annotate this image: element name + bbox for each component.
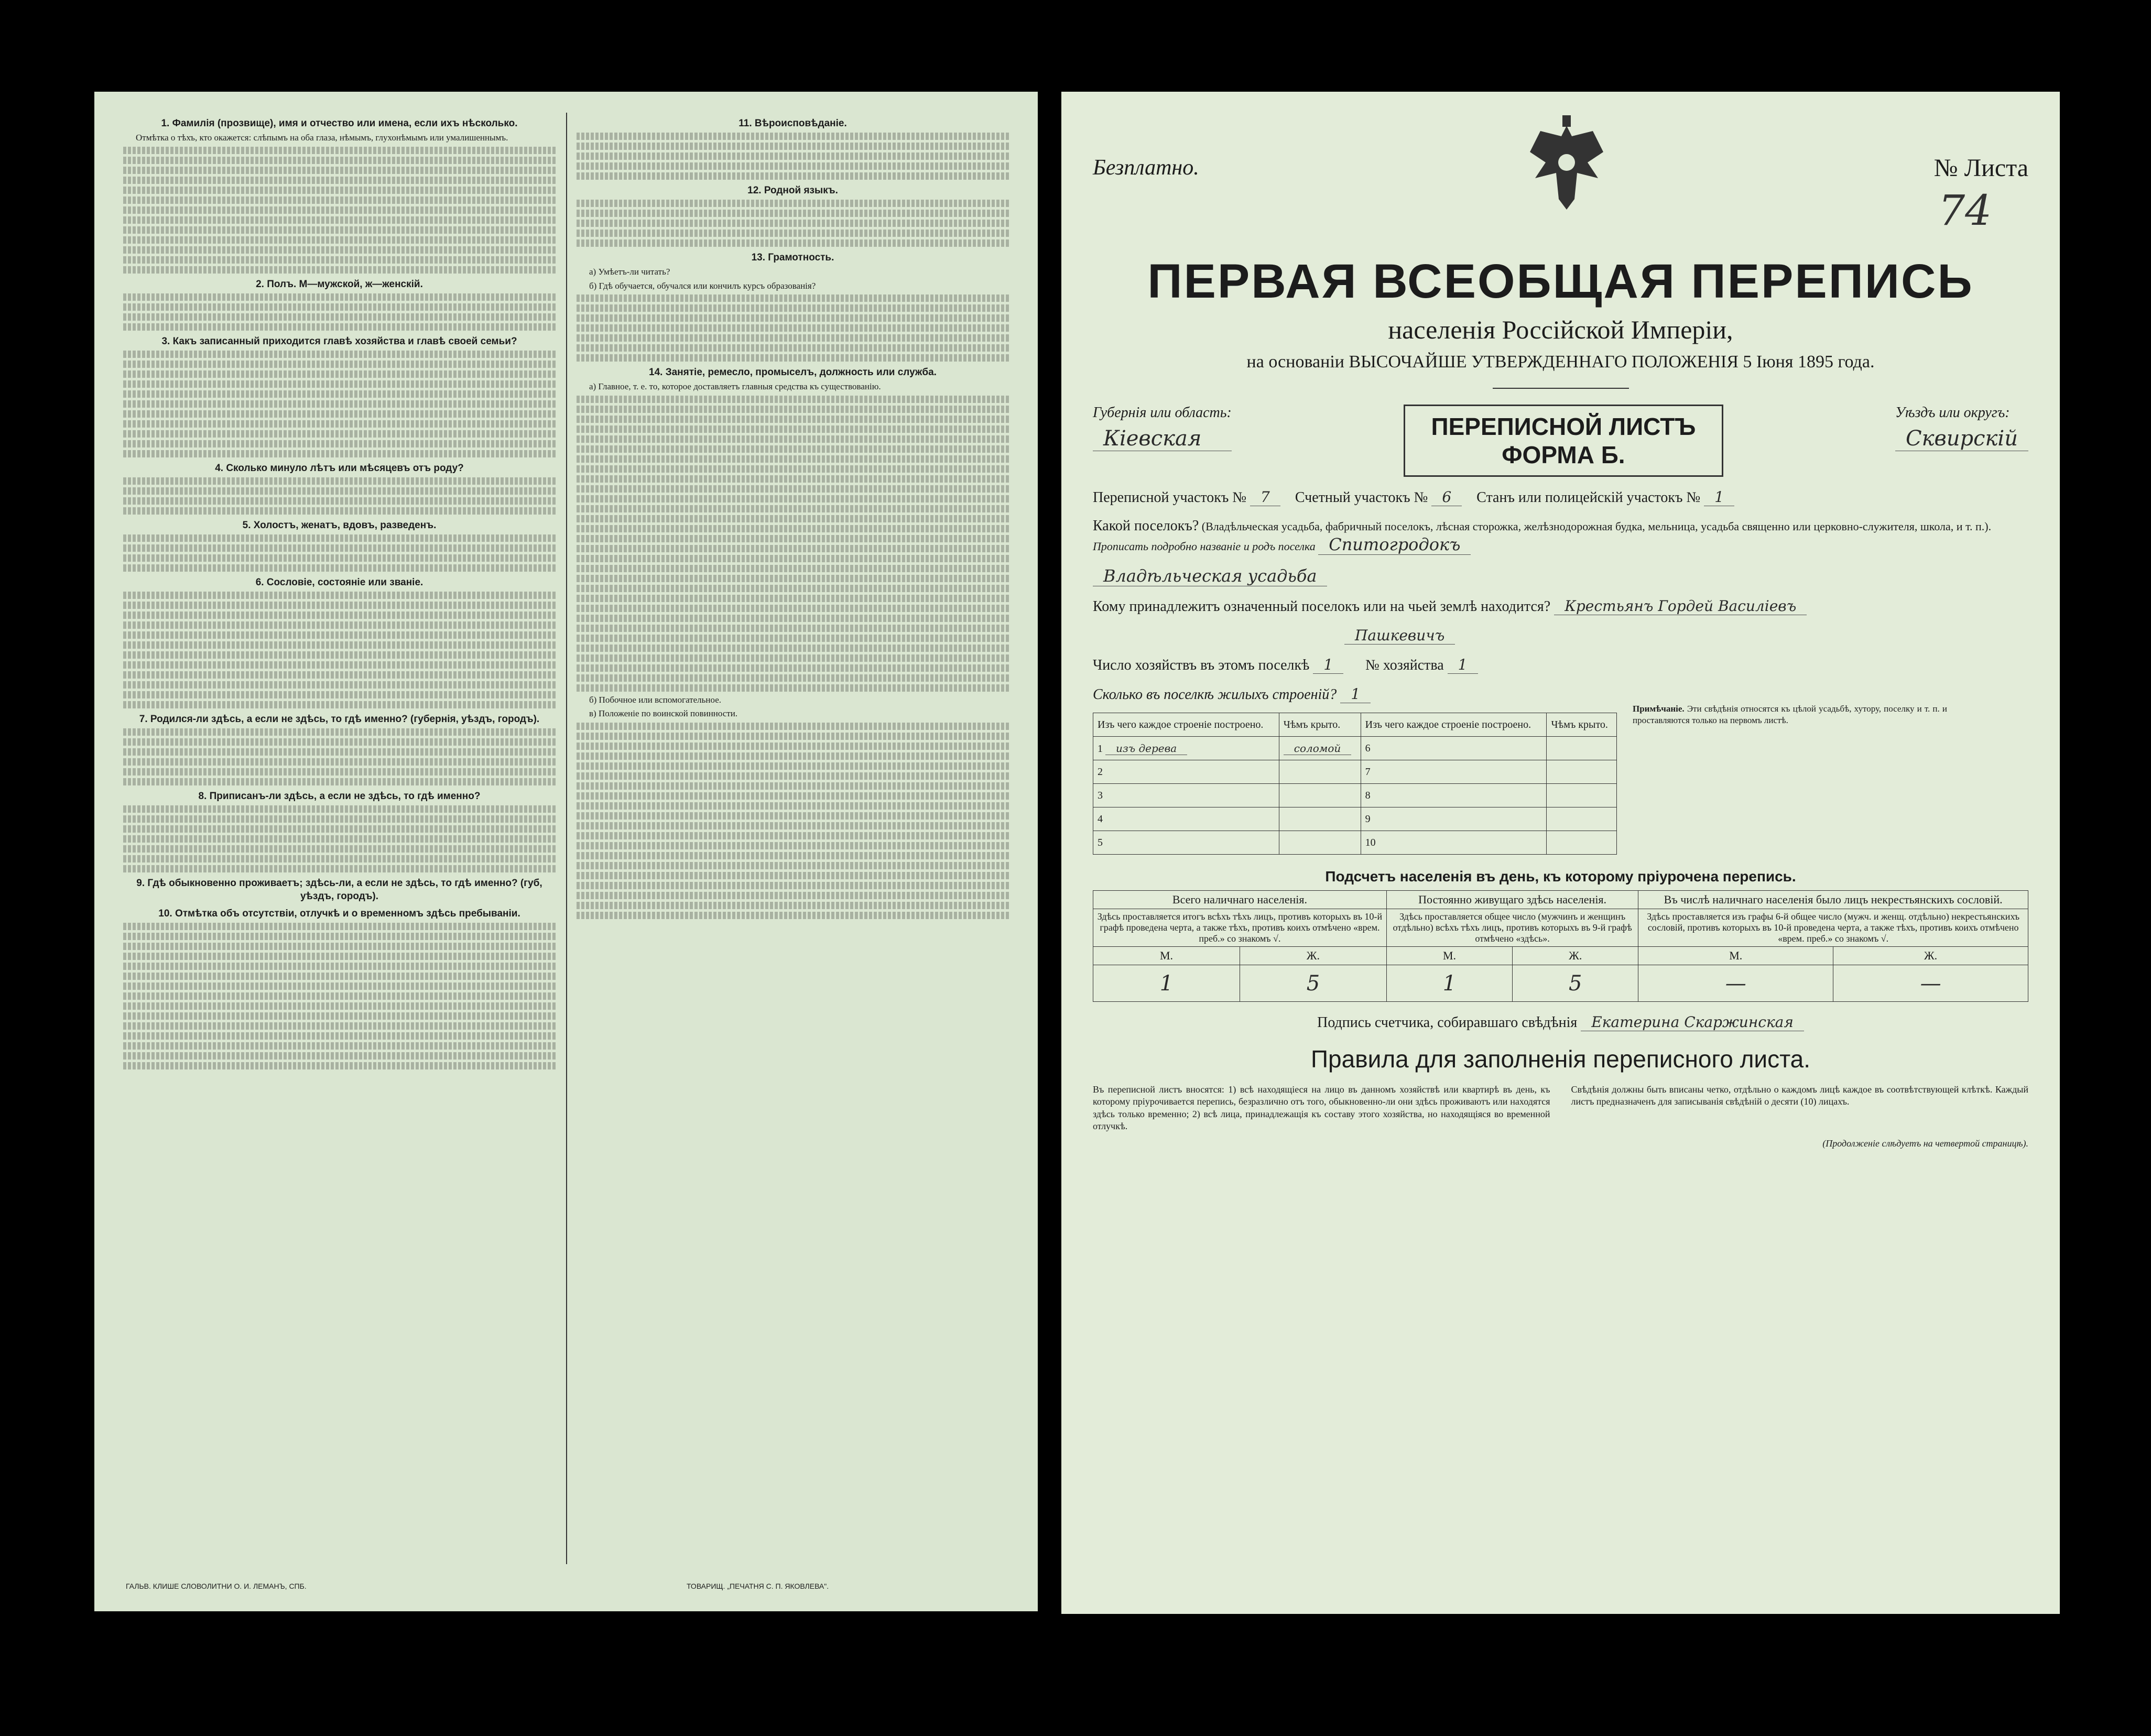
female-header: Ж. — [1513, 947, 1638, 965]
column-divider — [566, 113, 567, 1564]
form-type: ФОРМА Б. — [1502, 441, 1625, 468]
section-14b: б) Побочное или вспомогательное. — [589, 694, 722, 705]
note-title: Примѣчаніе. — [1633, 704, 1685, 714]
table-row: 3 — [1093, 784, 1279, 807]
rules-title: Правила для заполненія переписного листа. — [1310, 1045, 1811, 1073]
buildings-note — [1633, 703, 1947, 855]
bldg-header-material-2: Изъ чего каждое строеніе построено. — [1361, 713, 1547, 737]
settlement-label: Какой поселокъ? — [1093, 518, 1199, 534]
counting-section-label: Счетный участокъ № — [1295, 489, 1428, 506]
bldg-header-roof-2: Чѣмъ крыто. — [1547, 713, 1617, 737]
settlement-value: Спитогродокъ — [1318, 534, 1471, 555]
printer-credit-right: ТОВАРИЩ. „ПЕЧАТНЯ С. П. ЯКОВЛЕВА". — [687, 1582, 829, 1590]
male-header: М. — [1093, 947, 1240, 965]
form-title: ПЕРЕПИСНОЙ ЛИСТЪ — [1431, 413, 1696, 440]
settlement-hint: (Владѣльческая усадьба, фабричный поселокъ, лѣсная сторожка, желѣзнодорожная будка, мельница, усадьба священно или церковно-служителя, школа, и т. п.). — [1201, 520, 1992, 533]
section-10-title: 10. Отмѣтка объ отсутствіи, отлучкѣ и о временномъ здѣсь пребываніи. — [158, 908, 520, 920]
section-13-title: 13. Грамотность. — [751, 252, 834, 264]
section-7-title: 7. Родился-ли здѣсь, а если не здѣсь, то гдѣ именно? (губернія, уѣздъ, городъ). — [139, 713, 540, 725]
pop-header-permanent: Постоянно живущаго здѣсь населенія. — [1386, 891, 1638, 909]
stan-value: 1 — [1704, 488, 1734, 506]
free-label: Безплатно. — [1093, 156, 1199, 180]
section-14c: в) Положеніе по воинской повинности. — [589, 708, 738, 719]
household-no-label: № хозяйства — [1365, 657, 1444, 673]
buildings-value: 1 — [1340, 685, 1371, 703]
section-12-title: 12. Родной языкъ. — [747, 185, 838, 196]
table-row: 1 изъ дерева — [1093, 737, 1279, 760]
section-8-title: 8. Приписанъ-ли здѣсь, а если не здѣсь, то гдѣ именно? — [198, 790, 481, 802]
page-title: ПЕРВАЯ ВСЕОБЩАЯ ПЕРЕПИСЬ — [1147, 255, 1974, 308]
pop-desc-permanent: Здѣсь проставляется общее число (мужчинъ и женщинъ отдѣльно) всѣхъ тѣхъ лицъ, противъ которыхъ въ 9-й графѣ отмѣчено «здѣсь». — [1386, 909, 1638, 947]
rules-column-1: Въ переписной листъ вносятся: 1) всѣ находящіеся на лицо въ данномъ хозяйствѣ или квартирѣ въ день, къ которому пріурочивается перепись, безразлично отъ того, обыкновенно-ли они здѣсь проживаютъ или находятся здѣсь только временно; 2) всѣ лица, принадлежащія къ составу этого хозяйства, но находящіяся во временной отлучкѣ. — [1093, 1084, 1550, 1132]
section-4-title: 4. Сколько минуло лѣтъ или мѣсяцевъ отъ роду? — [215, 462, 464, 474]
male-header: М. — [1386, 947, 1512, 965]
census-section-label: Переписной участокъ № — [1093, 489, 1247, 506]
signature-label: Подпись счетчика, собиравшаго свѣдѣнія — [1317, 1014, 1578, 1031]
buildings-table — [1093, 713, 1617, 855]
signature-value: Екатерина Скаржинская — [1581, 1013, 1804, 1031]
province-value: Кіевская — [1093, 427, 1232, 451]
pop-header-total: Всего наличнаго населенія. — [1093, 891, 1387, 909]
buildings-label: Сколько въ поселкѣ жилыхъ строеній? — [1093, 686, 1337, 703]
double-headed-eagle-icon — [1525, 115, 1609, 220]
form-title-box — [1404, 405, 1724, 477]
section-11-title: 11. Вѣроисповѣданіе. — [738, 118, 847, 129]
table-cell: 8 — [1361, 784, 1547, 807]
table-cell: 9 — [1361, 807, 1547, 831]
section-5-title: 5. Холостъ, женатъ, вдовъ, разведенъ. — [242, 519, 437, 531]
section-14-title: 14. Занятіе, ремесло, промыселъ, должность или служба. — [649, 367, 937, 378]
sheet-number-handwritten: 74 — [1938, 186, 1992, 235]
census-section-value: 7 — [1250, 488, 1280, 506]
section-6-title: 6. Сословіе, состояніе или званіе. — [255, 576, 423, 588]
printer-credit-left: ГАЛЬВ. КЛИШЕ СЛОВОЛИТНИ О. И. ЛЕМАНЪ, СПБ. — [126, 1582, 307, 1590]
permanent-male-value: 1 — [1386, 965, 1512, 1002]
total-male-value: 1 — [1093, 965, 1240, 1002]
stan-label: Станъ или полицейскій участокъ № — [1476, 489, 1701, 506]
households-label: Число хозяйствъ въ этомъ поселкѣ — [1093, 657, 1310, 673]
section-3-title: 3. Какъ записанный приходится главѣ хозяйства и главѣ своей семьи? — [161, 335, 517, 347]
section-1-text: Отмѣтка о тѣхъ, кто окажется: слѣпымъ на оба глаза, нѣмымъ, глухонѣмымъ или умалишеннымъ. — [136, 133, 508, 143]
permanent-female-value: 5 — [1513, 965, 1638, 1002]
settlement-value-2: Владѣльческая усадьба — [1093, 566, 1327, 586]
instructions-column-2 — [577, 113, 1009, 1538]
owner-label: Кому принадлежитъ означенный поселокъ или на чьей землѣ находится? — [1093, 598, 1551, 615]
female-header: Ж. — [1833, 947, 2028, 965]
pop-header-nonpeasant: Въ числѣ наличнаго населенія было лицъ некрестьянскихъ сословій. — [1638, 891, 2028, 909]
table-row: 4 — [1093, 807, 1279, 831]
table-cell: 6 — [1361, 737, 1547, 760]
section-2-title: 2. Полъ. М—мужской, ж—женскій. — [256, 278, 423, 290]
district-value: Сквирскій — [1895, 427, 2028, 451]
household-no-value: 1 — [1448, 656, 1478, 674]
note-text: Эти свѣдѣнія относятся къ цѣлой усадьбѣ, хутору, поселку и т. п. и проставляются только на первомъ листѣ. — [1633, 704, 1948, 726]
divider — [1493, 388, 1629, 389]
owner-value: Крестьянъ Гордей Василіевъ — [1554, 597, 1807, 615]
instructions-page — [94, 92, 1038, 1611]
table-cell: 10 — [1361, 831, 1547, 855]
total-female-value: 5 — [1240, 965, 1386, 1002]
sheet-number-label: № Листа — [1933, 154, 2028, 182]
section-1-title: 1. Фамилія (прозвище), имя и отчество или имена, если ихъ нѣсколько. — [161, 118, 518, 129]
bldg-header-roof: Чѣмъ крыто. — [1279, 713, 1361, 737]
continued-note: (Продолженіе слѣдуетъ на четвертой страницѣ). — [1822, 1138, 2028, 1149]
legal-basis: на основаніи ВЫСОЧАЙШЕ УТВЕРЖДЕННАГО ПОЛОЖЕНІЯ 5 Іюня 1895 года. — [1246, 352, 1875, 372]
owner-value-2: Пашкевичъ — [1344, 627, 1455, 645]
bldg-header-material: Изъ чего каждое строеніе построено. — [1093, 713, 1279, 737]
section-14a: а) Главное, т. е. то, которое доставляетъ главныя средства къ существованію. — [589, 381, 881, 392]
page-subtitle: населенія Россійской Имперіи, — [1388, 315, 1733, 344]
table-cell: 7 — [1361, 760, 1547, 784]
province-label: Губернія или область: — [1093, 405, 1232, 421]
rules-column-2: Свѣдѣнія должны быть вписаны четко, отдѣльно о каждомъ лицѣ каждое въ соотвѣтствующей клѣткѣ. Каждый листъ предназначенъ для записыванія свѣдѣній о десяти (10) лицахъ. — [1571, 1084, 2028, 1107]
settlement-hint-2: Прописать подробно названіе и родъ поселка — [1093, 540, 1316, 553]
section-13b: б) Гдѣ обучается, обучался или кончилъ курсъ образованія? — [589, 280, 816, 291]
census-form-page — [1061, 92, 2060, 1614]
table-cell: соломой — [1279, 737, 1361, 760]
male-header: М. — [1638, 947, 1833, 965]
table-row: 2 — [1093, 760, 1279, 784]
table-row: 5 — [1093, 831, 1279, 855]
households-value: 1 — [1313, 656, 1343, 674]
pop-desc-nonpeasant: Здѣсь проставляется изъ графы 6-й общее число (мужч. и женщ. отдѣльно) некрестьянскихъ сословій, противъ которыхъ въ 10-й проведена черта, а также тѣхъ, противъ коихъ отмѣчено «врем. преб.» со знакомъ √. — [1638, 909, 2028, 947]
nonpeasant-female-value: — — [1833, 965, 2028, 1002]
section-13a: а) Умѣетъ-ли читать? — [589, 267, 670, 277]
section-9-title: 9. Гдѣ обыкновенно проживаетъ; здѣсь-ли, а если не здѣсь, то гдѣ именно? (губ, уѣздъ, городъ). — [136, 878, 542, 902]
counting-section-value: 6 — [1431, 488, 1462, 506]
population-table — [1093, 890, 2028, 1002]
district-label: Уѣздъ или округъ: — [1895, 405, 2010, 421]
nonpeasant-male-value: — — [1638, 965, 1833, 1002]
female-header: Ж. — [1240, 947, 1386, 965]
instructions-column-1 — [123, 113, 556, 1538]
rules-text — [1093, 1084, 2028, 1133]
pop-desc-total: Здѣсь проставляется итогъ всѣхъ тѣхъ лицъ, противъ которыхъ въ 10-й графѣ проведена черта, а также тѣхъ, противъ коихъ отмѣчено «врем. преб.» со знакомъ √. — [1093, 909, 1387, 947]
population-count-title: Подсчетъ населенія въ день, къ которому пріурочена перепись. — [1325, 868, 1796, 885]
